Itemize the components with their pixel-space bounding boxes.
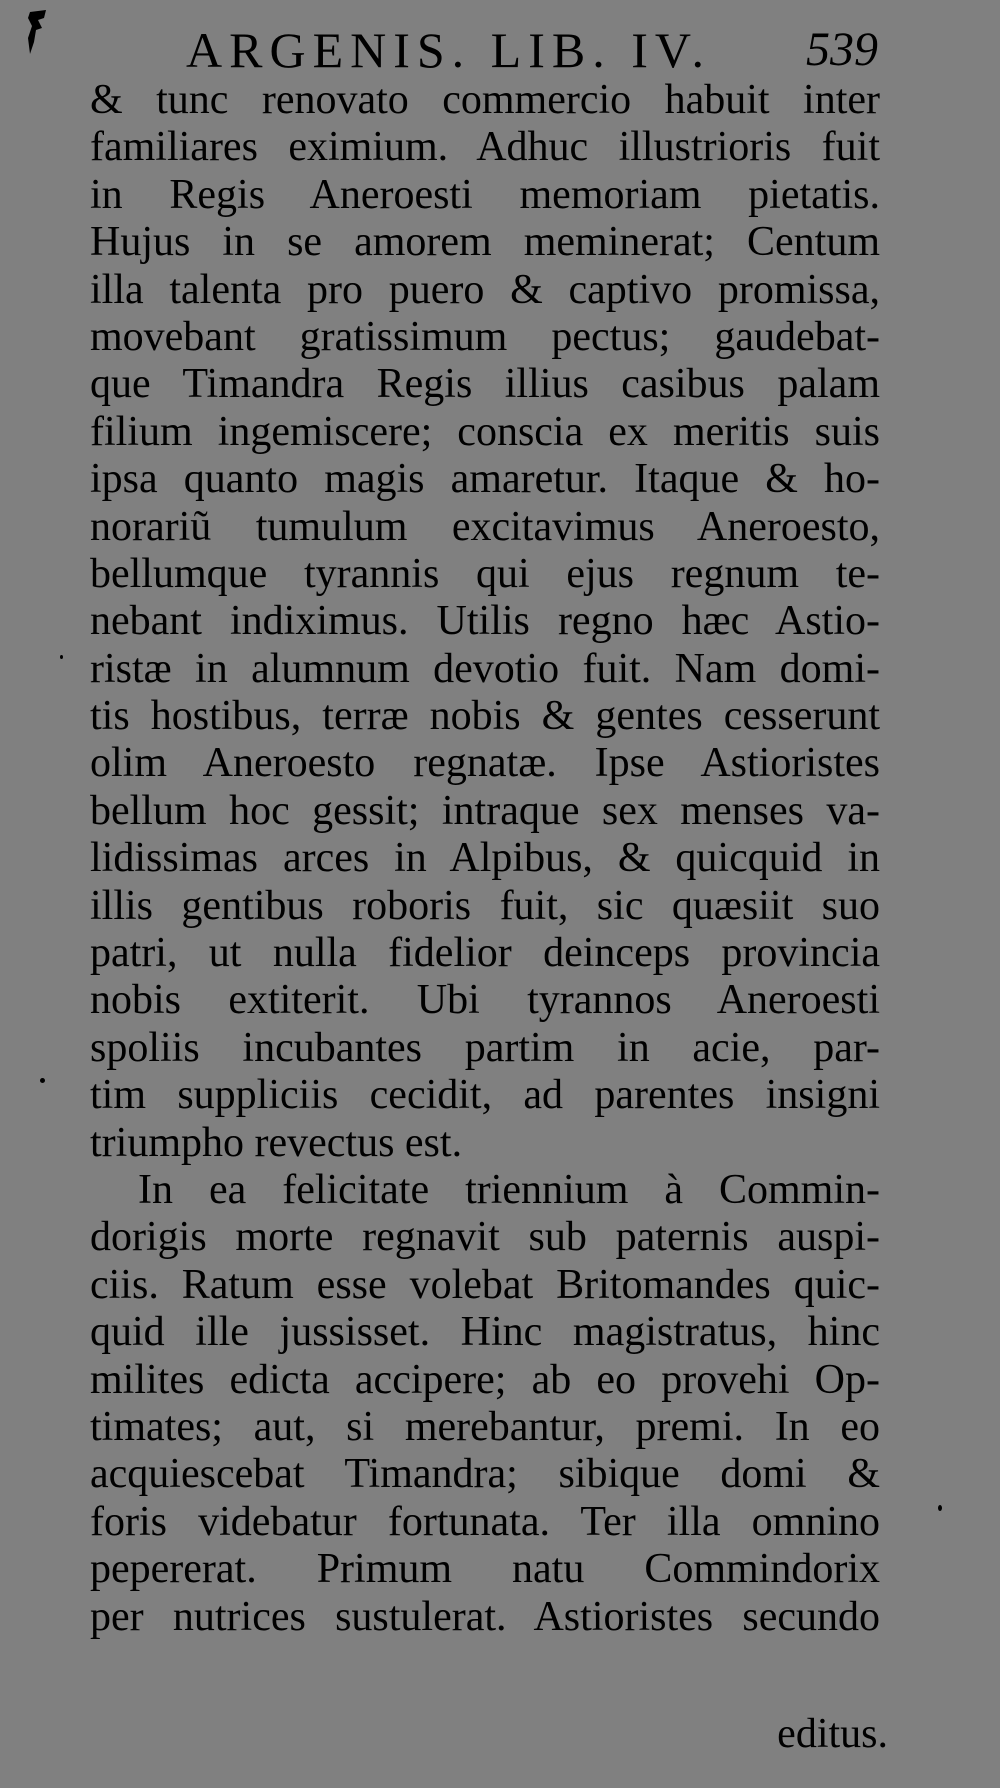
text-line: ipsa quanto magis amaretur. Itaque & ho- bbox=[90, 456, 880, 503]
text-line: ciis. Ratum esse volebat Britomandes quic- bbox=[90, 1261, 880, 1308]
text-line: movebant gratissimum pectus; gaudebat- bbox=[90, 313, 880, 360]
paragraph-end-line: triumpho revectus est. bbox=[90, 1119, 463, 1166]
text-line: que Timandra Regis illius casibus palam bbox=[90, 361, 880, 408]
text-line: ristæ in alumnum devotio fuit. Nam domi- bbox=[90, 645, 880, 692]
text-line: bellumque tyrannis qui ejus regnum te- bbox=[90, 550, 880, 597]
paragraph-start-line: In ea felicitate triennium à Commin- bbox=[138, 1166, 880, 1213]
printer-mark-icon bbox=[24, 8, 50, 56]
text-line: patri, ut nulla fidelior deinceps provincia bbox=[90, 930, 880, 977]
catchword: editus. bbox=[777, 1711, 888, 1757]
text-line: tim suppliciis cecidit, ad parentes insigni bbox=[90, 1072, 880, 1119]
text-line: filium ingemiscere; conscia ex meritis suis bbox=[90, 408, 880, 455]
text-line: pepererat. Primum natu Commindorix bbox=[90, 1546, 880, 1593]
text-line: tis hostibus, terræ nobis & gentes cesserunt bbox=[90, 693, 880, 740]
text-line: timates; aut, si merebantur, premi. In eo bbox=[90, 1403, 880, 1450]
text-line: foris videbatur fortunata. Ter illa omnino bbox=[90, 1498, 880, 1545]
ink-speck bbox=[60, 655, 63, 659]
ink-speck bbox=[938, 1505, 942, 1511]
text-line: familiares eximium. Adhuc illustrioris fuit bbox=[90, 124, 880, 171]
text-line: Hujus in se amorem meminerat; Centum bbox=[90, 219, 880, 266]
text-line: in Regis Aneroesti memoriam pietatis. bbox=[90, 171, 880, 218]
page-number: 539 bbox=[806, 23, 878, 76]
text-line: lidissimas arces in Alpibus, & quicquid in bbox=[90, 835, 880, 882]
ink-speck bbox=[40, 1078, 45, 1083]
running-title: ARGENIS. LIB. IV. bbox=[186, 22, 712, 78]
text-line: & tunc renovato commercio habuit inter bbox=[90, 77, 880, 123]
running-head bbox=[90, 14, 880, 84]
text-line: quid ille jussisset. Hinc magistratus, hinc bbox=[90, 1309, 880, 1356]
text-line: bellum hoc gessit; intraque sex menses va- bbox=[90, 787, 880, 834]
text-line: nebant indiximus. Utilis regno hæc Astio- bbox=[90, 598, 880, 645]
text-line: spoliis incubantes partim in acie, par- bbox=[90, 1024, 880, 1071]
text-line: per nutrices sustulerat. Astioristes secundo bbox=[90, 1593, 880, 1640]
text-line: milites edicta accipere; ab eo provehi Op- bbox=[90, 1356, 880, 1403]
text-line: dorigis morte regnavit sub paternis auspi- bbox=[90, 1214, 880, 1261]
text-line: illa talenta pro puero & captivo promissa, bbox=[90, 266, 880, 313]
text-line: olim Aneroesto regnatæ. Ipse Astioristes bbox=[90, 740, 880, 787]
text-body bbox=[90, 77, 880, 1717]
text-line: norariũ tumulum excitavimus Aneroesto, bbox=[90, 503, 880, 550]
text-line: illis gentibus roboris fuit, sic quæsiit suo bbox=[90, 882, 880, 929]
text-line: nobis extiterit. Ubi tyrannos Aneroesti bbox=[90, 977, 880, 1024]
text-line: acquiescebat Timandra; sibique domi & bbox=[90, 1451, 880, 1498]
